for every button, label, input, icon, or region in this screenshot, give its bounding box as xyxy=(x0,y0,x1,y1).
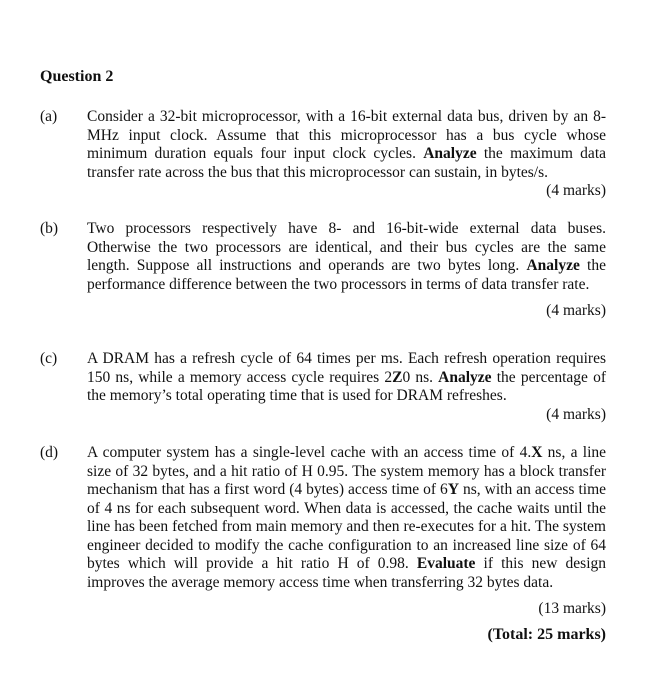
part-d-variable-x: X xyxy=(531,444,543,461)
part-a-text-2: the maximum data transfer rate across the bus that this microprocessor can sustain, in bytes/s. xyxy=(87,145,606,181)
part-c-text-1b: 0 ns. xyxy=(402,368,439,386)
part-d-text-1: A computer system has a single-level cache with an access time of 4. xyxy=(87,444,532,461)
part-b-label: (b) xyxy=(40,220,59,237)
part-d-variable-y: Y xyxy=(447,481,460,498)
question-title: Question 2 xyxy=(40,68,114,85)
total-marks: (Total: 25 marks) xyxy=(487,626,606,643)
part-c-variable: Z xyxy=(392,368,403,386)
part-d-keyword: Evaluate xyxy=(416,555,476,572)
part-d-body xyxy=(87,444,606,619)
part-a-text-1: Consider a 32-bit microprocessor, with a 16-bit external data bus, driven by an 8-MHz input clock. Assume that this microprocessor has a bus cycle whose minimum duration equals four input clock cycles. xyxy=(87,108,606,162)
part-c-label: (c) xyxy=(40,350,58,367)
part-a-keyword: Analyze xyxy=(423,145,477,162)
part-d-text-1c: ns, with an access time of 4 ns for each subsequent word. When data is accessed, the cache waits until the line has been fetched from main memory and then re-executes for a hit. The system engineer decided to modify the cache configuration to an increased line size of 64 bytes which will provide a hit ratio H of 0.98. xyxy=(87,481,606,572)
part-c-keyword: Analyze xyxy=(438,368,492,386)
part-d-marks: (13 marks) xyxy=(538,600,606,617)
part-d-text-1b: ns, a line size of 32 bytes, and a hit ratio of H 0.95. The system memory has a block transfer mechanism that has a first word (4 bytes) access time of 6 xyxy=(87,444,607,498)
part-d-label: (d) xyxy=(40,444,59,461)
part-c-marks: (4 marks) xyxy=(546,405,606,423)
part-c-body xyxy=(87,350,606,424)
part-d-text-2: if this new design improves the average memory access time when transferring 32 bytes data. xyxy=(87,555,606,591)
part-b-body xyxy=(87,220,606,321)
part-c-text-1: A DRAM has a refresh cycle of 64 times per ms. Each refresh operation requires 150 ns, while a memory access cycle requires 2 xyxy=(87,350,606,386)
part-a-marks: (4 marks) xyxy=(546,182,606,199)
part-b-marks: (4 marks) xyxy=(546,302,606,319)
part-a-label: (a) xyxy=(40,108,58,125)
part-a-body xyxy=(87,108,606,201)
part-b-text-2: the performance difference between the two processors in terms of data transfer rate. xyxy=(87,257,606,293)
part-b-keyword: Analyze xyxy=(526,257,580,274)
part-b-text-1: Two processors respectively have 8- and 16-bit-wide external data buses. Otherwise the two processors are identical, and their bus cycles are the same length. Suppose all instructions and operands are two bytes long. xyxy=(87,220,606,274)
part-c-text-2: the percentage of the memory’s total operating time that is used for DRAM refreshes. xyxy=(87,368,606,404)
